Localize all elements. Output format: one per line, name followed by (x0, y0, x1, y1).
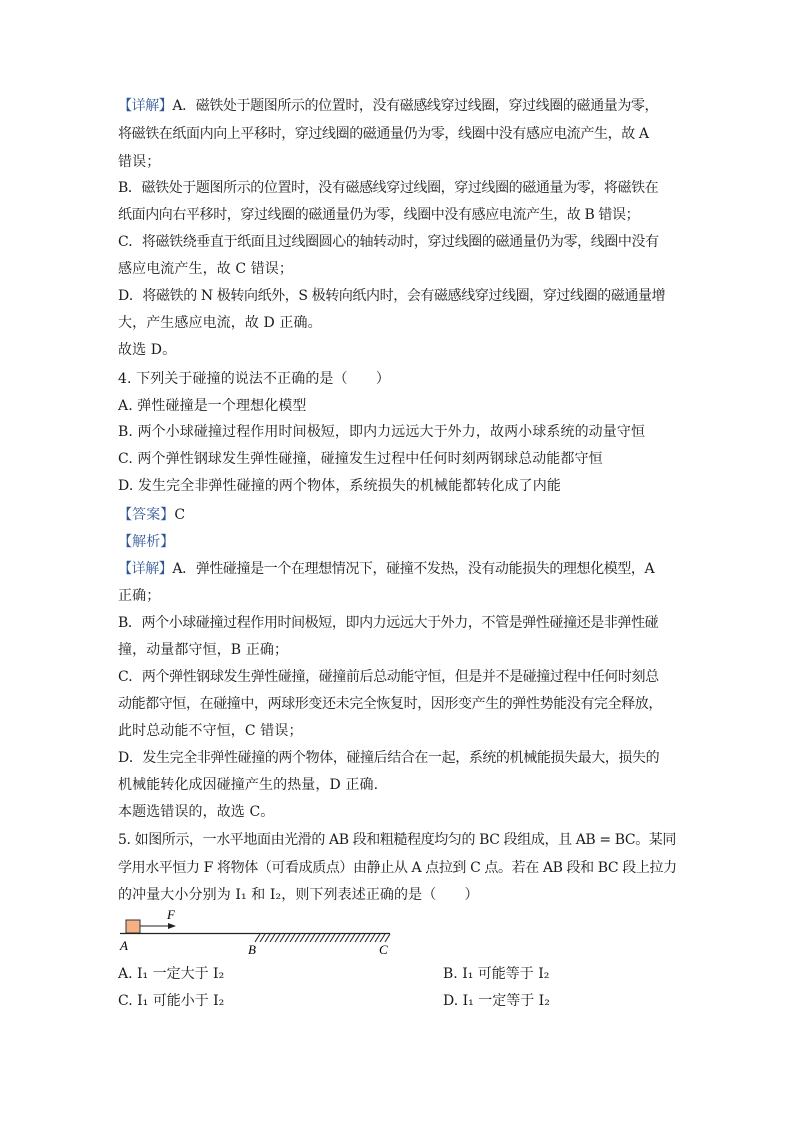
hatch-mark (280, 934, 285, 942)
label-B: B (248, 942, 256, 957)
q4-conclusion: 本题选错误的，故选 C。 (118, 804, 275, 820)
hatch-mark (320, 934, 325, 942)
q4-detail-line-8: D．发生完全非弹性碰撞的两个物体，碰撞后结合在一起，系统的机械能损失最大，损失的 (118, 750, 660, 766)
label-F: F (167, 907, 175, 922)
hatch-mark (275, 934, 280, 942)
q5-figure (118, 906, 408, 960)
hatch-mark (330, 934, 335, 942)
answer-value: C (174, 507, 186, 523)
q5-stem-line-2: 学用水平恒力 F 将物体（可看成质点）由静止从 A 点拉到 C 点。若在 AB 段和 BC 段上拉力 (118, 860, 677, 876)
hatch-mark (385, 934, 390, 942)
hatch-mark (325, 934, 330, 942)
hatch-mark (290, 934, 295, 942)
q3-conclusion: 故选 D。 (118, 342, 177, 358)
label-C: C (379, 942, 388, 957)
q4-detail-line-4: 撞，动量都守恒，B 正确； (118, 642, 289, 658)
q5-option-b: B. I₁ 可能等于 I₂ (443, 966, 550, 982)
q3-detail-line-4: B．磁铁处于题图所示的位置时，没有磁感线穿过线圈，穿过线圈的磁通量为零，将磁铁在 (118, 180, 659, 196)
q3-detail-line-7: 感应电流产生，故 C 错误； (118, 261, 294, 277)
q5-option-c: C. I₁ 可能小于 I₂ (118, 993, 225, 1009)
q5-stem-line-1: 5. 如图所示，一水平地面由光滑的 AB 段和粗糙程度均匀的 BC 段组成，且 AB = BC。某同 (118, 832, 677, 848)
rough-surface-hatching (255, 934, 390, 942)
q4-detail-line-3: B．两个小球碰撞过程作用时间极短，即内力远远大于外力，不管是弹性碰撞还是非弹性碰 (118, 615, 659, 631)
q4-option-c: C. 两个弹性钢球发生弹性碰撞，碰撞发生过程中任何时刻两钢球总动能都守恒 (118, 451, 603, 467)
force-arrowhead (168, 923, 176, 929)
q4-option-d: D. 发生完全非弹性碰撞的两个物体，系统损失的机械能都转化成了内能 (118, 478, 561, 494)
q4-detail-line-1: 【详解】A．弹性碰撞是一个在理想情况下，碰撞不发热，没有动能损失的理想化模型，A (118, 561, 655, 577)
q5-option-d: D. I₁ 一定等于 I₂ (443, 993, 550, 1009)
emphasis-not: 不 (263, 371, 278, 387)
hatch-mark (345, 934, 350, 942)
q3-detail-line-2: 将磁铁在纸面内向上平移时，穿过线圈的磁通量仍为零，线圈中没有感应电流产生，故 A (118, 126, 649, 142)
hatch-mark (365, 934, 370, 942)
hatch-mark (335, 934, 340, 942)
hatch-mark (340, 934, 345, 942)
q4-option-a: A. 弹性碰撞是一个理想化模型 (118, 398, 307, 414)
q4-detail-line-9: 机械能转化成因碰撞产生的热量，D 正确. (118, 777, 379, 793)
label-A: A (120, 938, 128, 953)
q4-analysis-tag: 【解析】 (118, 534, 175, 550)
q4-detail-line-5: C．两个弹性钢球发生弹性碰撞，碰撞前后总动能守恒，但是并不是碰撞过程中任何时刻总 (118, 669, 659, 685)
hatch-mark (285, 934, 290, 942)
q4-detail-line-2: 正确； (118, 588, 161, 604)
q3-detail-line-3: 错误； (118, 154, 161, 170)
hatch-mark (270, 934, 275, 942)
q4-answer (118, 505, 688, 525)
hatch-mark (370, 934, 375, 942)
q3-detail-line-1: 【详解】A．磁铁处于题图所示的位置时，没有磁感线穿过线圈，穿过线圈的磁通量为零， (118, 98, 659, 114)
hatch-mark (380, 934, 385, 942)
q4-detail-line-7: 此时总动能不守恒，C 错误； (118, 723, 303, 739)
q3-detail-line-5: 纸面内向右平移时，穿过线圈的磁通量仍为零，线圈中没有感应电流产生，故 B 错误； (118, 207, 640, 223)
q3-detail-line-8: D．将磁铁的 N 极转向纸外，S 极转向纸内时，会有磁感线穿过线圈，穿过线圈的磁通量增 (118, 288, 666, 304)
hatch-mark (360, 934, 365, 942)
q4-stem: 4. 下列关于碰撞的说法不正确的是（ ） (118, 371, 390, 387)
hatch-mark (300, 934, 305, 942)
detail-tag: 【详解】 (118, 561, 173, 577)
q4-detail-line-6: 动能都守恒，在碰撞中，两球形变还未完全恢复时，因形变产生的弹性势能没有完全释放， (118, 696, 662, 712)
hatch-mark (295, 934, 300, 942)
hatch-mark (375, 934, 380, 942)
ground-diagram (118, 906, 408, 960)
hatch-mark (350, 934, 355, 942)
q3-detail-line-9: 大，产生感应电流，故 D 正确。 (118, 315, 322, 331)
block-object (126, 920, 140, 933)
hatch-mark (355, 934, 360, 942)
hatch-mark (305, 934, 310, 942)
q5-stem-line-3: 的冲量大小分别为 I₁ 和 I₂，则下列表述正确的是（ ） (118, 887, 479, 903)
q3-detail-line-6: C．将磁铁绕垂直于纸面且过线圈圆心的轴转动时，穿过线圈的磁通量仍为零，线圈中没有 (118, 234, 659, 250)
hatch-mark (260, 934, 265, 942)
hatch-mark (255, 934, 260, 942)
hatch-mark (265, 934, 270, 942)
hatch-mark (310, 934, 315, 942)
answer-tag: 【答案】 (118, 507, 175, 523)
detail-tag: 【详解】 (118, 98, 173, 114)
q4-option-b: B. 两个小球碰撞过程作用时间极短，即内力远远大于外力，故两小球系统的动量守恒 (118, 424, 646, 440)
hatch-mark (315, 934, 320, 942)
q5-option-a: A. I₁ 一定大于 I₂ (118, 966, 225, 982)
